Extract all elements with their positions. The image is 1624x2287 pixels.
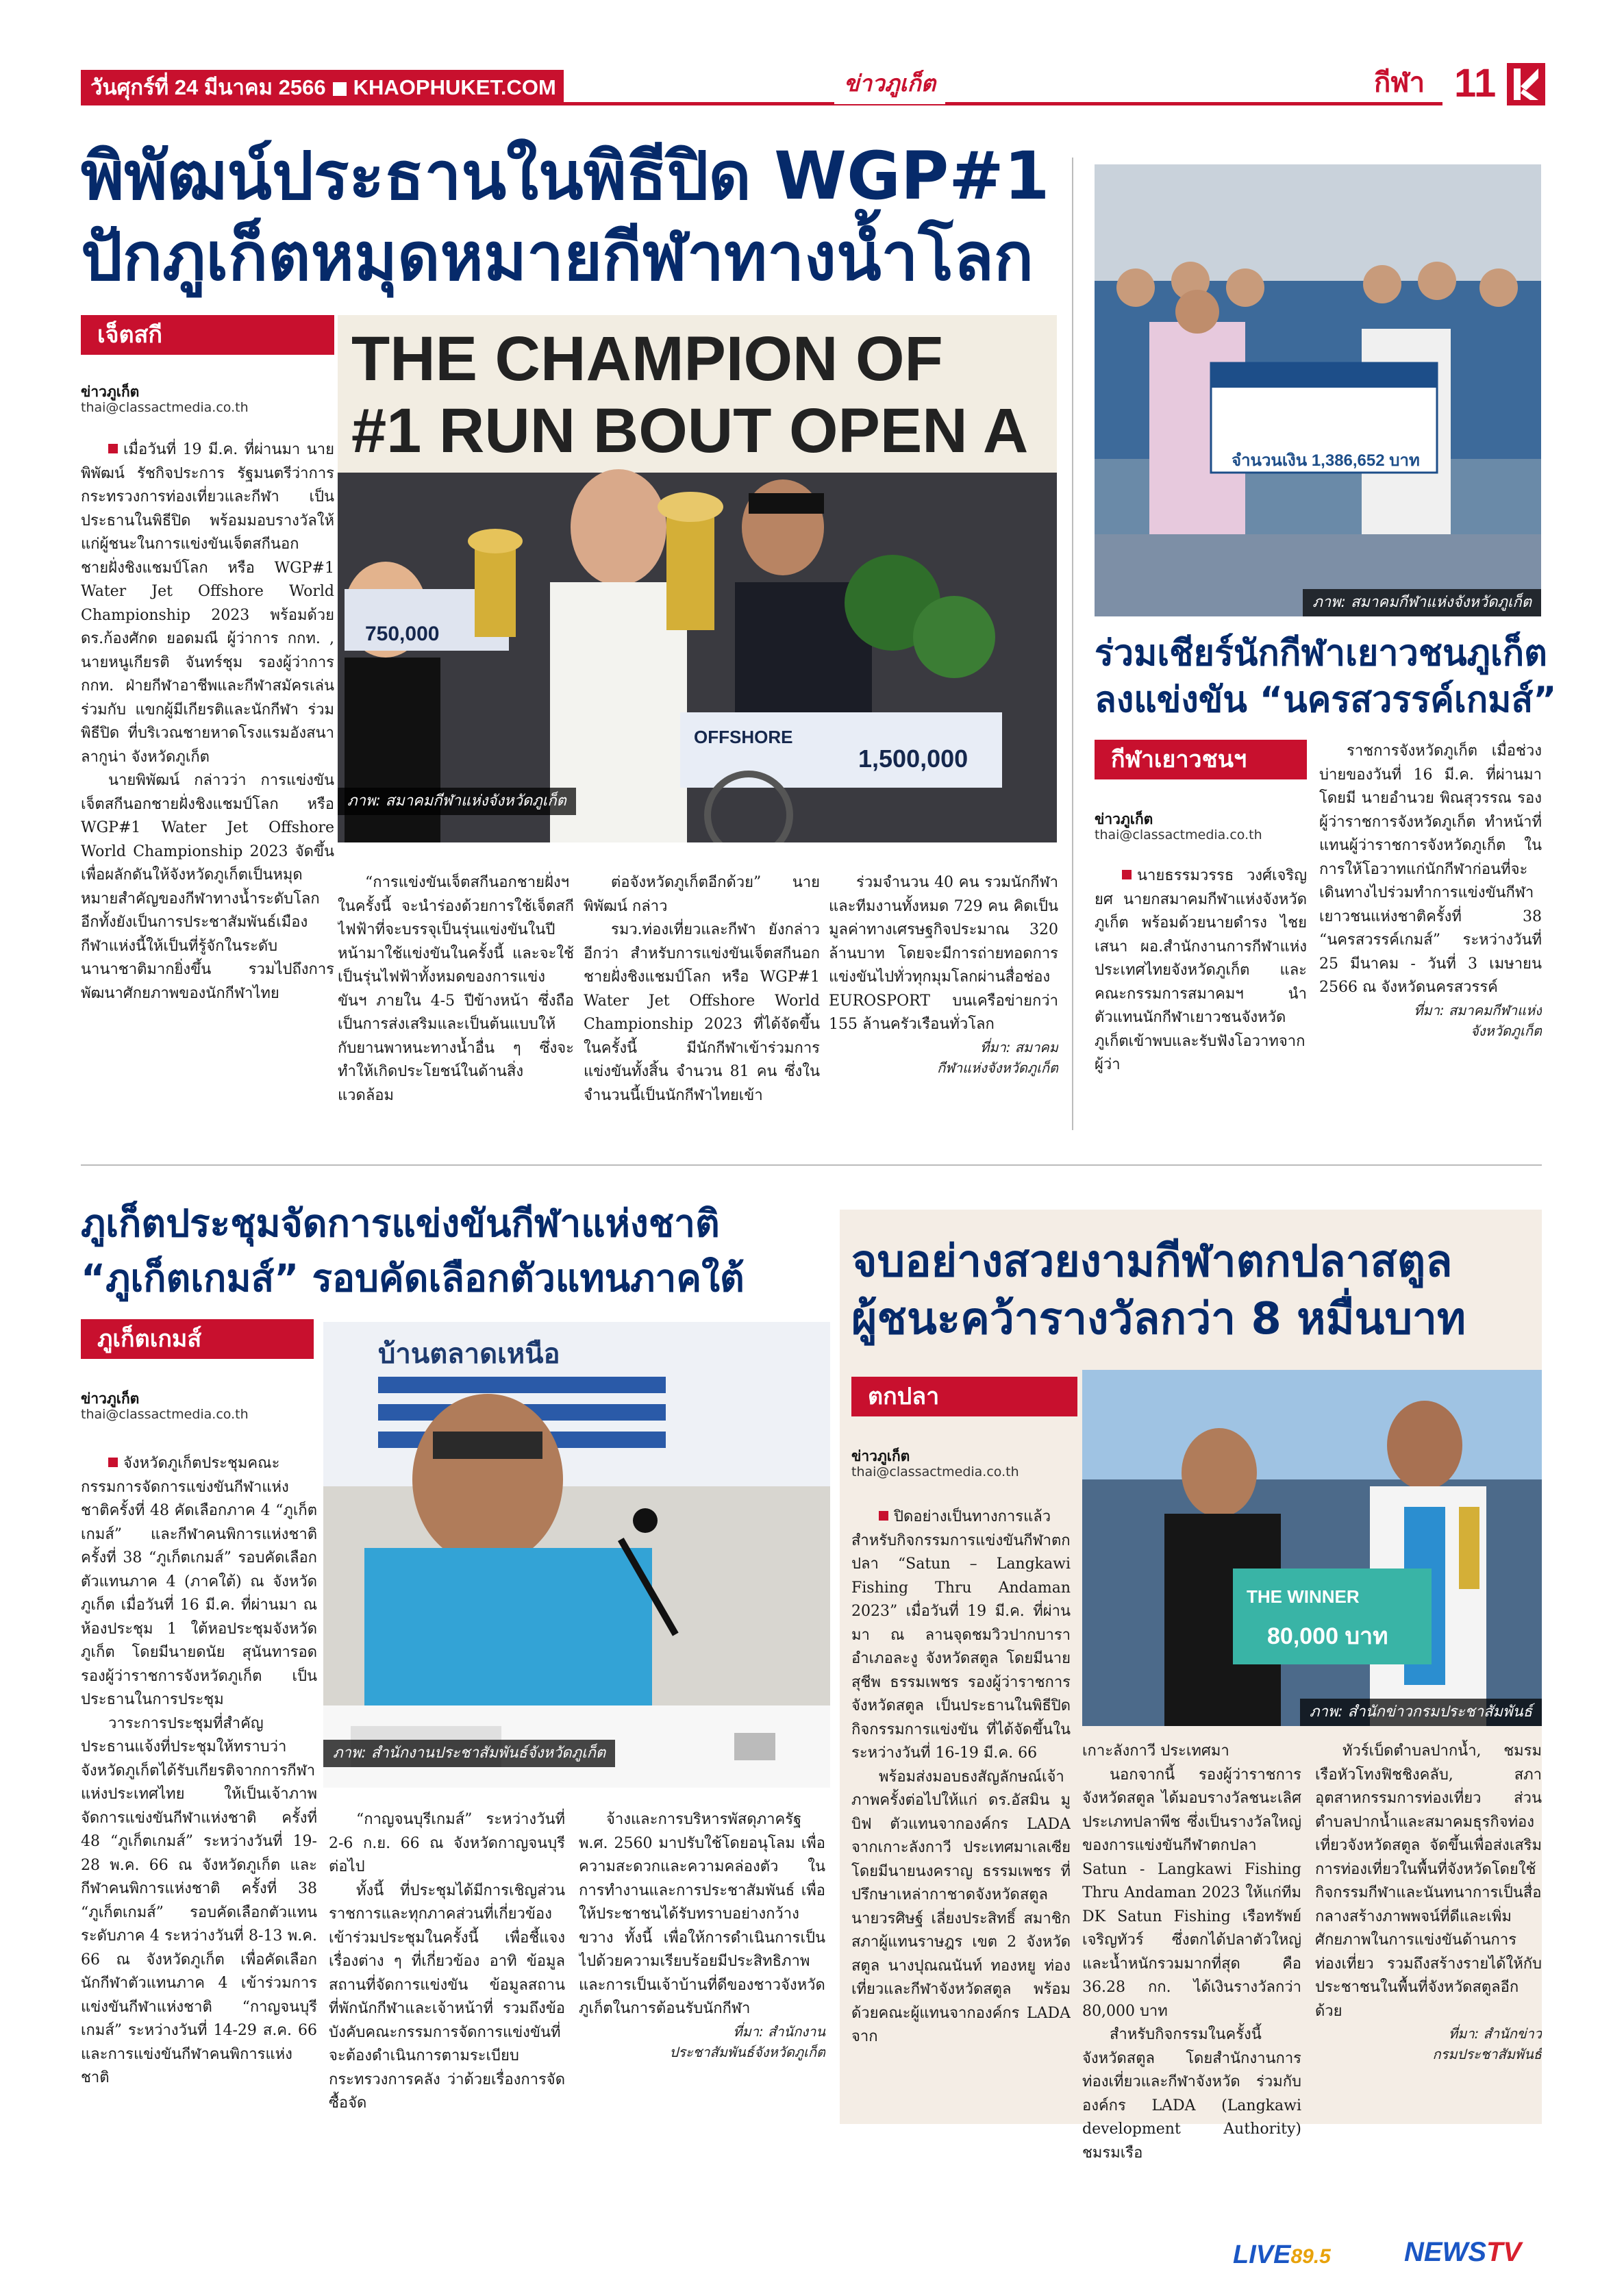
news-logo-text: NEWS [1404,2237,1486,2267]
story4-col1 [851,1505,1071,2218]
story1-col2 [338,871,574,1125]
story1-col2-p1: “การแข่งขันเจ็ตสกีนอกชายฝั่งฯ ในครั้งนี้ จะนำร่องด้วยการใช้เจ็ตสกีไฟฟ้าที่จะบรรจุเป็นรุ่นแข่งขันในปีหน้ามาใช้แข่งขันในครั้งนี้ และจะใช้เป็นรุ่นไฟฟ้าทั้งหมดของการแข่งขันฯ ภายใน 4-5 ปีข้างหน้า ซึ่งถือเป็นการส่งเสริมและเป็นต้นแบบให้กับยานพาหนะทางน้ำอื่น ๆ ซึ่งจะทำให้เกิดประโยชน์ในด้านสิ่งแวดล้อม [338,874,574,1104]
story2-col2-p1: ราชการจังหวัดภูเก็ต เมื่อช่วงบ่ายของวันที่ 16 มี.ค. ที่ผ่านมา โดยมี นายอำนวย พิณสุวรรณ รองผู้ว่าราชการจังหวัดภูเก็ต ทำหน้าที่แทนผู้ว่าราชการจังหวัดภูเก็ต ในการให้โอวาทแก่นักกีฬาก่อนที่จะเดินทางไปร่วมทำการแข่งขันกีฬาเยาวชนแห่งชาติครั้งที่ 38 “นครสวรรค์เกมส์” ระหว่างวันที่ 25 มีนาคม - วันที่ 3 เมษายน 2566 ณ จังหวัดนครสวรรค์ [1319,742,1542,996]
story4-photo [1082,1370,1542,1726]
story4-col2-p2: นอกจากนี้ รองผู้ว่าราชการจังหวัดสตูล ได้มอบรางวัลชนะเลิศประเภทปลาพีช ซึ่งเป็นรางวัลใหญ่ของการแข่งขันกีฬาตกปลา Satun - Langkawi Fishing Thru Andaman 2023 ให้แก่ทีม DK Satun Fishing เรือทรัพย์เจริญทัวร์ ซึ่งตกได้ปลาตัวใหญ่และน้ำหนักรวมมากที่สุด คือ 36.28 กก. ได้เงินรางวัลกว่า 80,000 บาท [1082,1766,1301,2020]
story4-source-1: ที่มา: สำนักข่าว [1448,2025,1542,2042]
masthead-date: วันศุกร์ที่ 24 มีนาคม 2566 [90,75,326,99]
story3-col1-p2: วาระการประชุมที่สำคัญ ประธานแจ้งที่ประชุมให้ทราบว่า จังหวัดภูเก็ตได้รับเกียรติจากการกีฬาแห่งประเทศไทย ให้เป็นเจ้าภาพจัดการแข่งขันกีฬาแห่งชาติ ครั้งที่ 48 “ภูเก็ตเกมส์” ระหว่างวันที่ 19-28 พ.ค. 66 ณ จังหวัดภูเก็ต และกีฬาคนพิการแห่งชาติ ครั้งที่ 38 “ภูเก็ตเกมส์” รอบคัดเลือกตัวแทนระดับภาค 4 ระหว่างวันที่ 8-13 พ.ค. 66 ณ จังหวัดภูเก็ต เพื่อคัดเลือกนักกีฬาตัวแทนภาค 4 เข้าร่วมการแข่งขันกีฬาแห่งชาติ “กาญจนบุรีเกมส์” ระหว่างวันที่ 14-29 ส.ค. 66 และการแข่งขันกีฬาคนพิการแห่งชาติ [81,1714,317,2086]
story1-col4 [829,871,1058,1125]
story2-byline: ข่าวภูเก็ต [1095,811,1153,827]
story2-photo-caption: ภาพ: สมาคมกีฬาแห่งจังหวัดภูเก็ต [1303,589,1541,616]
story3-col3 [579,1808,825,2216]
story3-byline: ข่าวภูเก็ต [81,1390,140,1407]
story4-col2-p1: เกาะลังกาวี ประเทศมา [1082,1742,1229,1760]
svg-text:750,000: 750,000 [365,623,440,645]
story3-photo-sign: บ้านตลาดเหนือ [378,1338,560,1370]
story3-photo-image [323,1322,830,1788]
story2-headline [1095,630,1556,723]
story4-col3-p1: ทัวร์เบ็ดตำบลปากน้ำ, ชมรมเรือหัวโทงฟิชชิงคลับ, สภาอุตสาหกรรมการท่องเที่ยว ส่วนตำบลปากน้ำและสมาคมธุรกิจท่องเที่ยวจังหวัดสตูล จัดขึ้นเพื่อส่งเสริมการท่องเที่ยวในพื้นที่จังหวัดโดยใช้กิจกรรมกีฬาและนันทนาการเป็นสื่อกลางสร้างภาพพจน์ที่ดีและเพิ่มศักยภาพในการแข่งขันด้านการท่องเที่ยว รวมถึงสร้างรายได้ให้กับประชาชนในพื้นที่จังหวัดสตูลอีกด้วย [1315,1742,1542,2020]
story4-byline: ข่าวภูเก็ต [851,1448,910,1464]
square-icon [333,82,347,96]
story2-source-2: จังหวัดภูเก็ต [1470,1022,1542,1039]
story3-col1-p1: จังหวัดภูเก็ตประชุมคณะกรรมการจัดการแข่งขันกีฬาแห่งชาติครั้งที่ 48 คัดเลือกภาค 4 “ภูเก็ตเกมส์” และกีฬาคนพิการแห่งชาติครั้งที่ 38 “ภูเก็ตเกมส์” รอบคัดเลือกตัวแทนภาค 4 (ภาคใต้) ณ จังหวัดภูเก็ต เมื่อวันที่ 16 มี.ค. ที่ผ่านมา ณ ห้องประชุม 1 ใต้หอประชุมจังหวัดภูเก็ต โดยมีนายดนัย สุนันทารอด รองผู้ว่าราชการจังหวัดภูเก็ต เป็นประธานในการประชุม [81,1455,317,1708]
story4-email[interactable]: thai@classactmedia.co.th [851,1464,1019,1479]
story4-photo-check-amount: 80,000 บาท [1267,1623,1388,1649]
news-logo-tv: TV [1486,2237,1522,2267]
story1-col1-p1: เมื่อวันที่ 19 มี.ค. ที่ผ่านมา นายพิพัฒน์ รัชกิจประการ รัฐมนตรีว่าการกระทรวงการท่องเที่ยวและกีฬา เป็นประธานในพิธีปิด พร้อมมอบรางวัลให้แก่ผู้ชนะในการแข่งขันเจ็ตสกีนอกชายฝั่งชิงแชมป์โลก หรือ WGP#1 Water Jet Offshore World Championship 2023 พร้อมด้วย ดร.ก้องศักด ยอดมณี ผู้ว่าการ กกท. , นายหนูเกียรติ จันทร์ชุม รองผู้ว่าการ กกท. ฝ่ายกีฬาอาชีพและกีฬาสมัครเล่น ร่วมกับ แขกผู้มีเกียรติและนักกีฬา ร่วมพิธีปิด ที่บริเวณชายหาดโรงแรมอังสนา ลากูน่า จังหวัดภูเก็ต [81,441,334,766]
story4-headline-line2: ผู้ชนะคว้ารางวัลกว่า 8 หมื่นบาท [851,1294,1466,1345]
column-divider [1072,158,1073,1130]
story1-byline: ข่าวภูเก็ต [81,384,140,400]
story3-tag: ภูเก็ตเกมส์ [81,1319,314,1359]
story1-col1 [81,438,334,1123]
story3-email[interactable]: thai@classactmedia.co.th [81,1407,249,1422]
story3-col2 [329,1808,565,2216]
story4-col3 [1315,1740,1542,2218]
story4-headline [851,1233,1466,1348]
story2-source-1: ที่มา: สมาคมกีฬาแห่ง [1414,1001,1542,1018]
story3-col2-p2: ทั้งนี้ ที่ประชุมได้มีการเชิญส่วนราชการและทุกภาคส่วนที่เกี่ยวข้องเข้าร่วมประชุมในครั้งนี้ เพื่อชี้แจงเรื่องต่าง ๆ ที่เกี่ยวข้อง อาทิ ข้อมูลสถานที่จัดการแข่งขัน ข้อมูลสถานที่พักนักกีฬาและเจ้าหน้าที่ รวมถึงข้อบังคับคณะกรรมการจัดการแข่งขันที่จะต้องดำเนินการตามระเบียบกระทรวงการคลัง ว่าด้วยเรื่องการจัดซื้อจัด [329,1882,565,2112]
story3-photo-caption: ภาพ: สำนักงานประชาสัมพันธ์จังหวัดภูเก็ต [323,1740,615,1767]
story1-source-1: ที่มา: สมาคม [980,1038,1058,1055]
story3-col2-p1: “กาญจนบุรีเกมส์” ระหว่างวันที่ 2-6 ก.ย. 66 ณ จังหวัดกาญจนบุรี ต่อไป [329,1811,565,1875]
story2-headline-line2: ลงแข่งขัน “นครสวรรค์เกมส์” [1095,679,1557,721]
story3-headline-line2: “ภูเก็ตเกมส์” รอบคัดเลือกตัวแทนภาคใต้ [81,1256,745,1300]
story1-photo-banner: THE CHAMPION OF [351,324,943,394]
story2-photo [1095,164,1541,616]
story4-col2 [1082,1740,1301,2218]
story3-col3-p1: จ้างและการบริหารพัสดุภาครัฐ พ.ศ. 2560 มาปรับใช้โดยอนุโลม เพื่อความสะดวกและความคล่องตัว ในการทำงานและการประชาสัมพันธ์ เพื่อให้ประชาชนได้รับทราบอย่างกว้างขวาง ทั้งนี้ เพื่อให้การดำเนินการเป็นไปด้วยความเรียบร้อยมีประสิทธิภาพ และการเป็นเจ้าบ้านที่ดีของชาวจังหวัดภูเก็ตในการต้อนรับนักกีฬา [579,1811,825,2017]
story2-photo-board: จำนวนเงิน 1,386,652 บาท [1232,451,1420,470]
story2-col1 [1095,864,1307,1123]
masthead-date-bar [81,70,564,105]
story1-photo [338,315,1057,842]
live-89-5-logo [1233,2238,1384,2271]
masthead-rule [564,102,1442,105]
story3-headline-line1: ภูเก็ตประชุมจัดการแข่งขันกีฬาแห่งชาติ [81,1201,720,1245]
story4-col1-p1: ปิดอย่างเป็นทางการแล้วสำหรับกิจกรรมการแข่งขันกีฬาตกปลา “Satun – Langkawi Fishing Thru Andaman 2023” เมื่อวันที่ 19 มี.ค. ที่ผ่านมา ณ ลานจุดชมวิวปากบาราอำเภอละงู จังหวัดสตูล โดยมีนายสุชีพ ธรรมเพชร รองผู้ว่าราชการจังหวัดสตูล เป็นประธานในพิธีปิดกิจกรรมการแข่งขัน ที่ได้จัดขึ้นในระหว่างวันที่ 16-19 มี.ค. 66 [851,1508,1071,1762]
masthead [81,63,1542,112]
bullet-icon [108,444,118,453]
story2-photo-image [1095,164,1541,616]
story3-photo [323,1322,830,1788]
story3-headline [81,1196,745,1305]
masthead-site[interactable]: KHAOPHUKET.COM [353,75,556,99]
bullet-icon [879,1511,888,1521]
story3-col1 [81,1452,317,2216]
story4-source-2: กรมประชาสัมพันธ์ [1432,2046,1542,2062]
section-divider [81,1164,1542,1166]
svg-text:1,500,000: 1,500,000 [858,745,969,773]
story1-col3-p1: ต่อจังหวัดภูเก็ตอีกด้วย” นายพิพัฒน์ กล่าว [584,874,820,915]
story1-headline [81,136,1049,297]
bullet-icon [108,1458,118,1467]
page-number: 11 [1454,61,1497,105]
story1-photo-image [338,315,1057,842]
story4-photo-check-label: THE WINNER [1247,1586,1360,1607]
story4-photo-caption: ภาพ: สำนักข่าวกรมประชาสัมพันธ์ [1300,1699,1542,1726]
story1-source-2: กีฬาแห่งจังหวัดภูเก็ต [937,1059,1058,1076]
story1-col4-p1: ร่วมจำนวน 40 คน รวมนักกีฬาและทีมงานทั้งหมด 729 คน คิดเป็นมูลค่าทางเศรษฐกิจประมาณ 320 ล้านบาท โดยจะมีการถ่ายทอดการแข่งขันไปทั่วทุกมุมโลกผ่านสื่อช่อง EUROSPORT บนเครือข่ายกว่า 155 ล้านครัวเรือนทั่วโลก [829,874,1058,1033]
story1-headline-line2: ปักภูเก็ตหมุดหมายกีฬาทางน้ำโลก [81,218,1034,295]
story2-tag: กีฬาเยาวชนฯ [1095,740,1307,779]
story1-tag: เจ็ตสกี [81,315,334,355]
live-logo-frequency: 89.5 [1290,2245,1331,2268]
story4-tag: ตกปลา [851,1377,1077,1416]
svg-text:#1 RUN BOUT OPEN A: #1 RUN BOUT OPEN A [351,396,1029,466]
story4-headline-line1: จบอย่างสวยงามกีฬาตกปลาสตูล [851,1236,1453,1287]
story1-email[interactable]: thai@classactmedia.co.th [81,400,249,415]
story1-col3 [584,871,820,1125]
bullet-icon [1122,870,1132,879]
corner-arrow-icon [1507,63,1545,105]
story2-col1-p1: นายธรรมวรรธ วงศ์เจริญยศ นายกสมาคมกีฬาแห่งจังหวัดภูเก็ต พร้อมด้วยนายดำรง ไชยเสนา ผอ.สำนักงานการกีฬาแห่งประเทศไทยจังหวัดภูเก็ต และคณะกรรมการสมาคมฯ นำตัวแทนนักกีฬาเยาวชนจังหวัดภูเก็ตเข้าพบและรับฟังโอวาทจากผู้ว่า [1095,867,1307,1073]
story4-col2-p3: สำหรับกิจกรรมในครั้งนี้ จังหวัดสตูล โดยสำนักงานการท่องเที่ยวและกีฬาจังหวัด ร่วมกับองค์กร LADA (Langkawi development Authority) ชมรมเรือ [1082,2026,1301,2162]
story3-source-1: ที่มา: สำนักงาน [733,2023,825,2040]
story1-headline-line1: พิพัฒน์ประธานในพิธีปิด WGP#1 [81,138,1050,214]
story2-email[interactable]: thai@classactmedia.co.th [1095,827,1262,842]
live-logo-text: LIVE [1233,2240,1291,2269]
section-title: กีฬา [1369,64,1430,101]
story4-col1-p2: พร้อมส่งมอบธงสัญลักษณ์เจ้าภาพครั้งต่อไปให้แก่ ดร.อัสมิน มูบิฟ ตัวแทนจากองค์กร LADA จากเกาะลังกาวี ประเทศมาเลเซีย โดยมีนายนงคราญ ธรรมเพชร ที่ปรึกษาเหล่ากาชาดจังหวัดสตูล นายวรศิษฐ์ เลี่ยงประสิทธิ์ สมาชิกสภาผู้แทนราษฎร เขต 2 จังหวัดสตูล นางปุณณนันท์ ทองหยู ท่องเที่ยวและกีฬาจังหวัดสตูล พร้อมด้วยคณะผู้แทนจากองค์กร LADA จาก [851,1768,1071,2045]
svg-text:OFFSHORE: OFFSHORE [694,727,793,747]
story4-photo-image [1082,1370,1542,1726]
story2-headline-line1: ร่วมเชียร์นักกีฬาเยาวชนภูเก็ต [1095,633,1547,674]
story3-source-2: ประชาสัมพันธ์จังหวัดภูเก็ต [669,2043,825,2060]
story2-col2 [1319,740,1542,1123]
story1-col1-p2: นายพิพัฒน์ กล่าวว่า การแข่งขันเจ็ตสกีนอกชายฝั่งชิงแชมป์โลก หรือ WGP#1 Water Jet Offshore World Championship 2023 จัดขึ้นเพื่อผลักดันให้จังหวัดภูเก็ตเป็นหมุดหมายสำคัญของกีฬาทางน้ำระดับโลก อีกทั้งยังเป็นการประชาสัมพันธ์เมืองกีฬาแห่งนี้ให้เป็นที่รู้จักในระดับนานาชาติมากยิ่งขึ้น รวมไปถึงการพัฒนาศักยภาพของนักกีฬาไทย [81,772,334,1002]
story1-photo-caption: ภาพ: สมาคมกีฬาแห่งจังหวัดภูเก็ต [338,788,576,815]
news-tv-logo [1404,2233,1575,2271]
khaophuket-logo: ข่าวภูเก็ต [834,63,945,104]
story1-col3-p2: รมว.ท่องเที่ยวและกีฬา ยังกล่าวอีกว่า สำหรับการแข่งขันเจ็ตสกีนอกชายฝั่งชิงแชมป์โลก หรือ WGP#1 Water Jet Offshore World Championship 2023 ที่ได้จัดขึ้นในครั้งนี้ มีนักกีฬาเข้าร่วมการแข่งขันทั้งสิ้น จำนวน 81 คน ซึ่งในจำนวนนี้เป็นนักกีฬาไทยเข้า [584,921,820,1104]
